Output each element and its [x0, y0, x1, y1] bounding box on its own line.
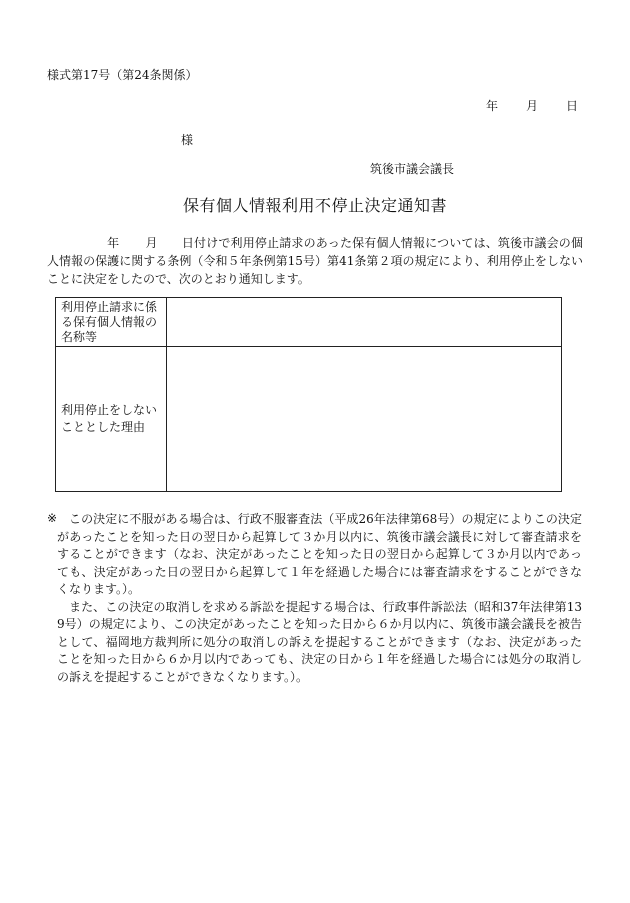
document-title: 保有個人情報利用不停止決定通知書: [182, 196, 447, 215]
date-line: [486, 97, 578, 114]
note-paragraph-lawsuit-text: また、この決定の取消しを求める訴訟を提起する場合は、行政事件訴訟法（昭和37年法律第139号）の規定により、この決定があったことを知った日から６か月以内に、筑後市議会議長を被告として、福岡地方裁判所に処分の取消しの訴えを提起することができます（なお、決定があったことを知った日から６か月以内であっても、決定の日から１年を経過した場合には処分の取消しの訴えを提起することができなくなります。）。: [57, 599, 582, 684]
table-label-info-name: 利用停止請求に係る保有個人情報の名称等: [61, 300, 158, 344]
date-month-label: 月: [525, 99, 538, 113]
note-paragraph-lawsuit: [57, 599, 582, 687]
form-number: 様式第17号（第24条関係）: [47, 68, 198, 82]
addressee-suffix: 様: [181, 133, 194, 147]
table-row-divider: [56, 346, 561, 347]
body-month-label: 月: [145, 236, 158, 250]
body-paragraph: [47, 234, 583, 288]
date-day-label: 日: [565, 99, 578, 113]
notes-block: [57, 511, 582, 686]
sender-name: 筑後市議会議長: [370, 162, 455, 176]
date-year-label: 年: [485, 99, 498, 113]
body-text: 日付けで利用停止請求のあった保有個人情報については、筑後市議会の個人情報の保護に関する条例（令和５年条例第15号）第41条第２項の規定により、利用停止をしないことに決定をしたので、次のとおり通知します。: [47, 236, 583, 286]
body-year-label: 年: [107, 236, 120, 250]
note-paragraph-appeal: [57, 511, 582, 599]
table-column-divider: [166, 298, 167, 491]
note-mark: ※: [47, 511, 58, 525]
info-table: [55, 297, 562, 492]
note-paragraph-appeal-text: この決定に不服がある場合は、行政不服審査法（平成26年法律第68号）の規定によりこの決定があったことを知った日の翌日から起算して３か月以内に、筑後市議会議長に対して審査請求をすることができます（なお、決定があったことを知った日の翌日から起算して３か月以内であっても、決定があった日の翌日から起算して１年を経過した場合には審査請求をすることができなくなります。）。: [57, 512, 582, 596]
table-label-reason: 利用停止をしないこととした理由: [61, 403, 158, 434]
